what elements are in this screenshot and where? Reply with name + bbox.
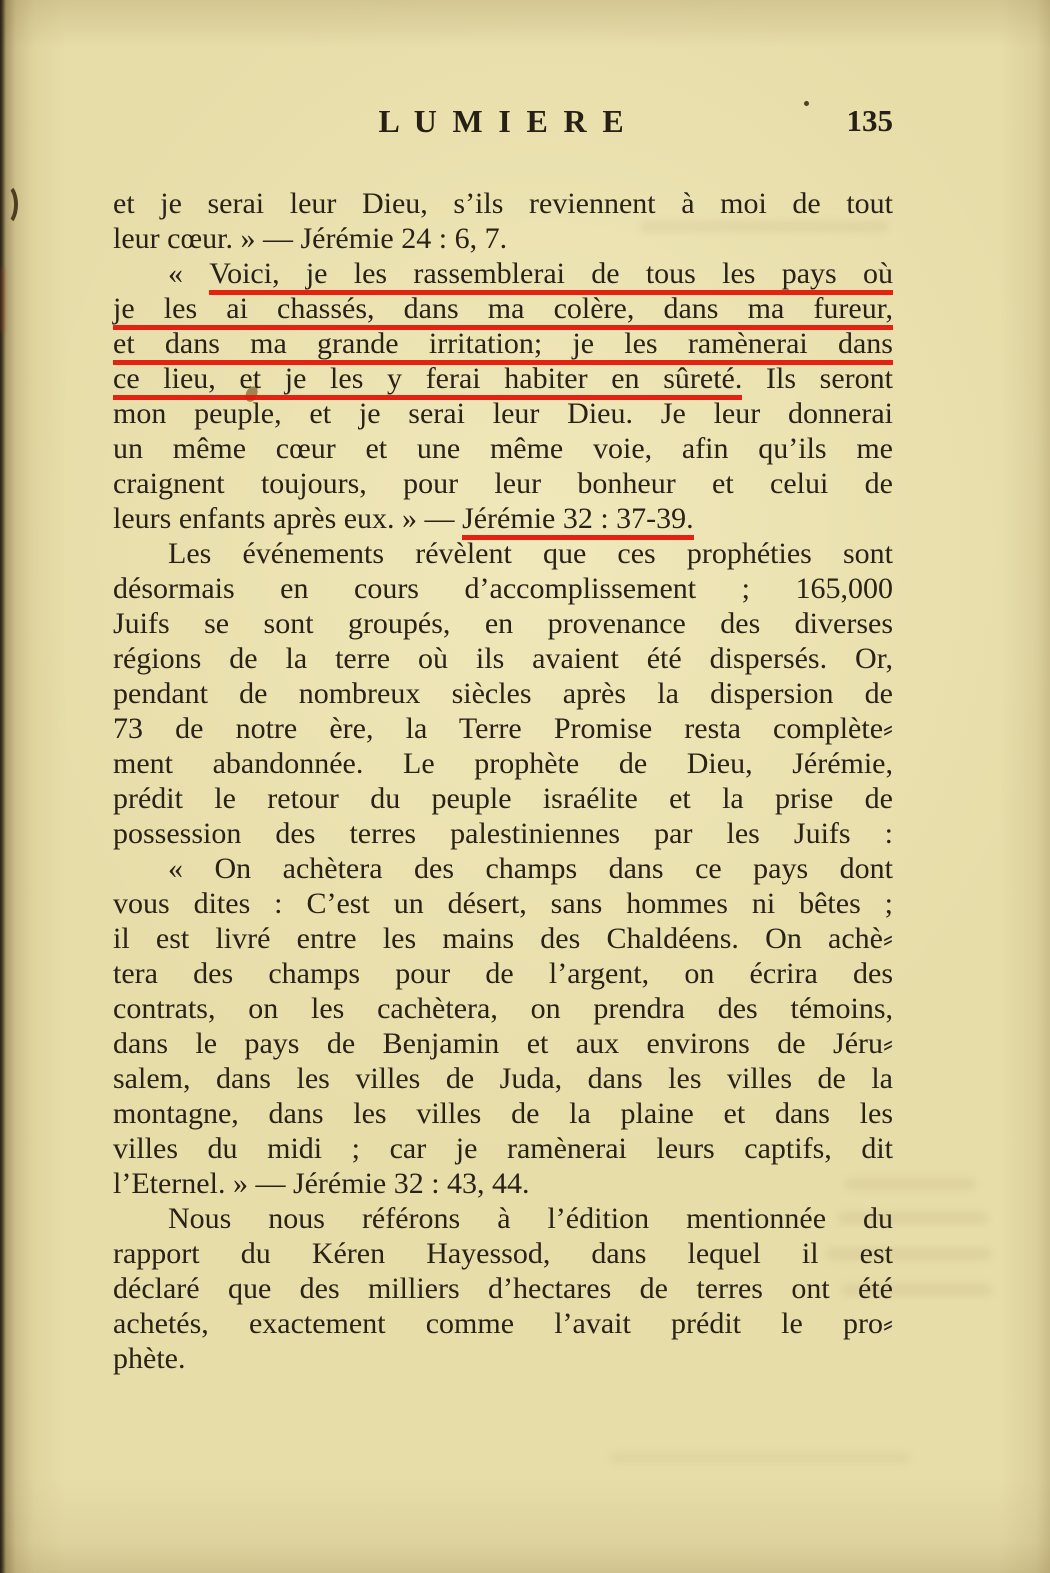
verso-bleed-mark [610, 1452, 910, 1464]
text-line: déclaré que des milliers d’hectares de terres ont été [113, 1272, 893, 1305]
text-line: montagne, dans les villes de la plaine et dans les [113, 1097, 893, 1130]
red-underlined-text: je les ai chassés, dans ma colère, dans ma fureur, [113, 292, 893, 330]
text-segment: leurs enfants après eux. » — [113, 502, 463, 535]
spine-smudge [0, 268, 5, 332]
text-line: « On achètera des champs dans ce pays dont [168, 852, 893, 885]
page-body [113, 186, 893, 1376]
text-line: dans le pays de Benjamin et aux environs de Jéru⸗ [113, 1027, 893, 1060]
page-header [113, 100, 893, 142]
text-line: possession des terres palestiniennes par les Juifs : [113, 817, 893, 850]
text-line [113, 291, 893, 326]
red-underlined-text: Voici, je les rassemblerai de tous les pays où [209, 257, 893, 295]
text-line: contrats, on les cachètera, on prendra des témoins, [113, 992, 893, 1025]
text-segment: Ils seront [742, 362, 893, 395]
red-underlined-text: et dans ma grande irritation; je les ramènerai dans [113, 327, 893, 365]
text-line: craignent toujours, pour leur bonheur et celui de [113, 467, 893, 500]
text-line: Nous nous référons à l’édition mentionnée du [168, 1202, 893, 1235]
text-line: leur cœur. » — Jérémie 24 : 6, 7. [113, 222, 508, 255]
text-line: Juifs se sont groupés, en provenance des diverses [113, 607, 893, 640]
text-line: vous dites : C’est un désert, sans hommes ni bêtes ; [113, 887, 893, 920]
text-line: un même cœur et une même voie, afin qu’ils me [113, 432, 893, 465]
text-line [113, 501, 893, 536]
text-line [113, 326, 893, 361]
quote-open-mark: « [168, 257, 210, 290]
text-line: Les événements révèlent que ces prophéties sont [168, 537, 893, 570]
text-line: ment abandonnée. Le prophète de Dieu, Jérémie, [113, 747, 893, 780]
text-line: salem, dans les villes de Juda, dans les villes de la [113, 1062, 893, 1095]
text-line: et je serai leur Dieu, s’ils reviennent à moi de tout [113, 187, 893, 220]
text-line: rapport du Kéren Hayessod, dans lequel il est [113, 1237, 893, 1270]
text-line: tera des champs pour de l’argent, on écrira des [113, 957, 893, 990]
running-title: L U M I E R E [378, 103, 628, 139]
text-line: 73 de notre ère, la Terre Promise resta complète⸗ [113, 712, 893, 745]
red-underlined-text: ce lieu, et je les y ferai habiter en sûreté. [113, 362, 742, 400]
text-line: phète. [113, 1342, 186, 1375]
page-number: 135 [846, 103, 893, 138]
text-line: régions de la terre où ils avaient été dispersés. Or, [113, 642, 893, 675]
text-line: pendant de nombreux siècles après la dispersion de [113, 677, 893, 710]
text-line [113, 256, 893, 291]
red-underlined-scripture-reference: Jérémie 32 : 37-39. [462, 502, 694, 540]
text-line [113, 361, 893, 396]
text-line: mon peuple, et je serai leur Dieu. Je leur donnerai [113, 397, 893, 430]
text-line: désormais en cours d’accomplissement ; 165,000 [113, 572, 893, 605]
text-line: prédit le retour du peuple israélite et la prise de [113, 782, 893, 815]
text-line: il est livré entre les mains des Chaldéens. On achè⸗ [113, 922, 893, 955]
spine-ink-mark [0, 183, 18, 226]
text-line: villes du midi ; car je ramènerai leurs captifs, dit [113, 1132, 893, 1165]
text-line: achetés, exactement comme l’avait prédit le pro⸗ [113, 1307, 893, 1340]
text-line: l’Eternel. » — Jérémie 32 : 43, 44. [113, 1167, 530, 1200]
